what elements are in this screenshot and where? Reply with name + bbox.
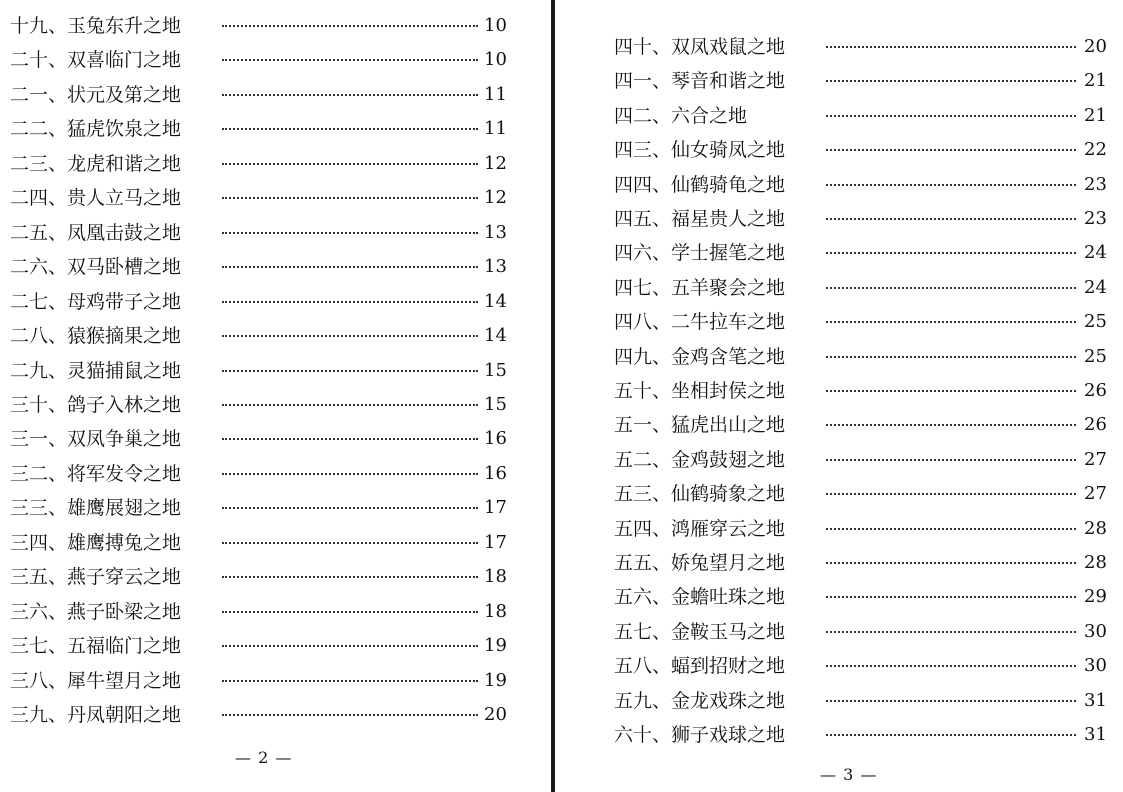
dot-leader	[826, 321, 1076, 323]
toc-left-page	[0, 0, 552, 792]
dot-leader	[826, 218, 1076, 220]
toc-entry[interactable]	[558, 480, 1123, 508]
toc-entry-title: 四六、学士握笔之地	[614, 242, 786, 265]
toc-entry-title: 五六、金蟾吐珠之地	[614, 586, 786, 609]
dot-leader	[222, 507, 478, 509]
toc-entry-title: 二八、猿猴摘果之地	[10, 325, 182, 348]
toc-entry-page-number: 20	[1084, 36, 1107, 57]
dot-leader	[826, 562, 1076, 564]
toc-entry[interactable]	[558, 411, 1123, 439]
dot-leader	[222, 370, 478, 372]
toc-entry[interactable]	[558, 171, 1123, 199]
toc-entry-title: 十九、玉兔东升之地	[10, 15, 182, 37]
dot-leader	[222, 404, 478, 406]
toc-entry-page-number: 15	[484, 359, 507, 381]
toc-entry-page-number: 16	[484, 428, 507, 450]
dot-leader	[222, 59, 478, 61]
toc-entry-title: 五一、猛虎出山之地	[614, 414, 786, 437]
toc-entry-title: 四一、琴音和谐之地	[614, 70, 786, 93]
toc-entry-title: 二三、龙虎和谐之地	[10, 152, 182, 175]
toc-entry-title: 二七、母鸡带子之地	[10, 290, 182, 313]
dot-leader	[826, 252, 1076, 254]
toc-entry-title: 二九、灵猫捕鼠之地	[10, 359, 182, 382]
toc-entry[interactable]	[558, 618, 1123, 646]
toc-entry-page-number: 20	[484, 704, 507, 725]
toc-entry-page-number: 31	[1084, 724, 1107, 745]
toc-entry-page-number: 19	[484, 669, 507, 691]
toc-entry[interactable]	[0, 253, 552, 281]
page-number-right: — 3 —	[820, 765, 878, 784]
dot-leader	[826, 184, 1076, 186]
toc-entry[interactable]	[0, 288, 552, 316]
toc-entry-page-number: 10	[484, 15, 507, 36]
toc-entry-page-number: 14	[484, 325, 507, 347]
toc-entry-page-number: 18	[484, 600, 507, 622]
dot-leader	[222, 438, 478, 440]
toc-entry-page-number: 11	[484, 118, 507, 140]
toc-entry[interactable]	[0, 150, 552, 178]
toc-entry[interactable]	[558, 239, 1123, 267]
dot-leader	[826, 287, 1076, 289]
toc-entry[interactable]	[0, 219, 552, 247]
toc-entry-title: 三七、五福临门之地	[10, 635, 182, 658]
toc-entry-title: 五四、鸿雁穿云之地	[614, 517, 786, 540]
toc-entry-page-number: 16	[484, 462, 507, 484]
toc-entry[interactable]	[0, 12, 552, 40]
toc-entry-page-number: 13	[484, 256, 507, 278]
toc-entry-page-number: 29	[1084, 586, 1107, 608]
toc-entry-title: 三三、雄鹰展翅之地	[10, 497, 182, 520]
toc-entry-page-number: 28	[1084, 552, 1107, 573]
toc-entry-page-number: 21	[1084, 104, 1107, 126]
dot-leader	[222, 611, 478, 613]
toc-entry[interactable]	[558, 308, 1123, 336]
toc-entry[interactable]	[0, 115, 552, 143]
toc-entry-title: 二五、凤凰击鼓之地	[10, 221, 182, 244]
toc-entry-title: 五二、金鸡鼓翅之地	[614, 448, 786, 471]
toc-entry-page-number: 27	[1084, 448, 1107, 470]
dot-leader	[222, 266, 478, 268]
toc-entry-page-number: 19	[484, 635, 507, 657]
dot-leader	[826, 356, 1076, 358]
toc-entry-page-number: 14	[484, 290, 507, 312]
toc-entry-title: 二十、双喜临门之地	[10, 49, 182, 72]
toc-entry-page-number: 12	[484, 152, 507, 174]
toc-entry-title: 四三、仙女骑凤之地	[614, 139, 786, 162]
toc-entry[interactable]	[558, 205, 1123, 233]
toc-entry[interactable]	[0, 46, 552, 74]
dot-leader	[222, 714, 478, 716]
toc-entry-page-number: 18	[484, 566, 507, 588]
toc-entry-title: 二一、状元及第之地	[10, 83, 182, 106]
dot-leader	[222, 645, 478, 647]
page-number-left: — 2 —	[235, 748, 293, 767]
toc-entry[interactable]	[558, 136, 1123, 164]
toc-entry-title: 四四、仙鹤骑龟之地	[614, 173, 786, 196]
toc-entry-title: 五九、金龙戏珠之地	[614, 689, 786, 712]
dot-leader	[826, 46, 1076, 48]
toc-entry-title: 三五、燕子穿云之地	[10, 566, 182, 589]
dot-leader	[222, 680, 478, 682]
toc-entry-title: 二六、双马卧槽之地	[10, 256, 182, 279]
toc-entry-page-number: 26	[1084, 414, 1107, 436]
toc-entry-page-number: 24	[1084, 276, 1107, 298]
toc-entry[interactable]	[558, 515, 1123, 543]
toc-entry[interactable]	[558, 377, 1123, 405]
toc-entry-title: 三八、犀牛望月之地	[10, 669, 182, 692]
toc-entry-title: 五三、仙鹤骑象之地	[614, 483, 786, 506]
toc-entry-title: 五五、娇兔望月之地	[614, 552, 786, 574]
toc-entry-title: 四九、金鸡含笔之地	[614, 345, 786, 368]
toc-entry-title: 二四、贵人立马之地	[10, 187, 182, 210]
toc-entry[interactable]	[0, 494, 552, 522]
dot-leader	[826, 631, 1076, 633]
toc-entry[interactable]	[0, 184, 552, 212]
toc-entry[interactable]	[558, 33, 1123, 61]
toc-entry[interactable]	[0, 701, 552, 729]
toc-entry-page-number: 30	[1084, 620, 1107, 642]
toc-entry-title: 四八、二牛拉车之地	[614, 311, 786, 334]
dot-leader	[826, 493, 1076, 495]
toc-entry-title: 五十、坐相封侯之地	[614, 380, 786, 402]
toc-entry-page-number: 23	[1084, 208, 1107, 229]
dot-leader	[826, 149, 1076, 151]
toc-entry-page-number: 10	[484, 49, 507, 71]
toc-entry-page-number: 13	[484, 221, 507, 243]
dot-leader	[222, 163, 478, 165]
toc-entry-page-number: 12	[484, 187, 507, 209]
toc-entry-title: 五八、蝠到招财之地	[614, 655, 786, 678]
toc-entry[interactable]	[0, 598, 552, 626]
toc-entry[interactable]	[0, 667, 552, 695]
dot-leader	[222, 335, 478, 337]
toc-entry-title: 四五、福星贵人之地	[614, 208, 786, 230]
dot-leader	[826, 596, 1076, 598]
toc-entry-page-number: 28	[1084, 517, 1107, 539]
toc-entry-page-number: 23	[1084, 173, 1107, 195]
toc-entry-title: 五七、金鞍玉马之地	[614, 620, 786, 643]
dot-leader	[826, 115, 1076, 117]
dot-leader	[222, 301, 478, 303]
toc-entry[interactable]	[0, 529, 552, 557]
toc-entry-page-number: 17	[484, 497, 507, 519]
toc-entry-title: 三十、鸽子入林之地	[10, 393, 182, 416]
toc-entry-title: 四二、六合之地	[614, 104, 748, 127]
toc-entry-page-number: 21	[1084, 70, 1107, 92]
toc-entry[interactable]	[0, 563, 552, 591]
toc-entry[interactable]	[558, 343, 1123, 371]
dot-leader	[222, 232, 478, 234]
toc-entry[interactable]	[0, 357, 552, 385]
toc-entry-page-number: 30	[1084, 655, 1107, 677]
toc-entry-page-number: 31	[1084, 689, 1107, 711]
toc-entry-page-number: 25	[1084, 345, 1107, 367]
toc-entry[interactable]	[558, 687, 1123, 715]
toc-entry-page-number: 27	[1084, 483, 1107, 505]
toc-entry-title: 三四、雄鹰搏兔之地	[10, 531, 182, 554]
toc-entry[interactable]	[558, 274, 1123, 302]
toc-entry[interactable]	[0, 460, 552, 488]
toc-entry-title: 三一、双凤争巢之地	[10, 428, 182, 451]
toc-entry[interactable]	[0, 81, 552, 109]
dot-leader	[222, 473, 478, 475]
toc-entry-page-number: 17	[484, 531, 507, 553]
dot-leader	[222, 25, 478, 27]
toc-entry-title: 三六、燕子卧梁之地	[10, 600, 182, 623]
dot-leader	[222, 128, 478, 130]
dot-leader	[826, 528, 1076, 530]
toc-entry-title: 四七、五羊聚会之地	[614, 276, 786, 299]
toc-entry[interactable]	[558, 67, 1123, 95]
toc-entry-title: 四十、双凤戏鼠之地	[614, 36, 786, 58]
toc-entry[interactable]	[558, 549, 1123, 577]
toc-entry[interactable]	[558, 583, 1123, 611]
dot-leader	[826, 459, 1076, 461]
dot-leader	[826, 700, 1076, 702]
toc-entry-title: 三二、将军发令之地	[10, 462, 182, 485]
dot-leader	[222, 94, 478, 96]
dot-leader	[826, 424, 1076, 426]
toc-entry[interactable]	[558, 721, 1123, 749]
toc-entry-title: 二二、猛虎饮泉之地	[10, 118, 182, 141]
toc-entry-title: 六十、狮子戏球之地	[614, 724, 786, 746]
toc-entry-page-number: 26	[1084, 380, 1107, 401]
toc-entry[interactable]	[558, 446, 1123, 474]
toc-right-page	[558, 0, 1123, 792]
toc-entry-page-number: 22	[1084, 139, 1107, 161]
dot-leader	[222, 197, 478, 199]
dot-leader	[826, 665, 1076, 667]
toc-entry-page-number: 24	[1084, 242, 1107, 264]
toc-entry-title: 三九、丹凤朝阳之地	[10, 704, 182, 726]
toc-entry[interactable]	[558, 102, 1123, 130]
toc-entry[interactable]	[0, 632, 552, 660]
toc-entry[interactable]	[0, 391, 552, 419]
dot-leader	[826, 80, 1076, 82]
toc-entry-page-number: 25	[1084, 311, 1107, 333]
page-divider	[551, 0, 555, 792]
dot-leader	[222, 576, 478, 578]
dot-leader	[826, 390, 1076, 392]
toc-entry[interactable]	[0, 425, 552, 453]
toc-entry[interactable]	[558, 652, 1123, 680]
toc-entry[interactable]	[0, 322, 552, 350]
toc-entry-page-number: 15	[484, 393, 507, 415]
toc-entry-page-number: 11	[484, 83, 507, 105]
dot-leader	[826, 734, 1076, 736]
dot-leader	[222, 542, 478, 544]
